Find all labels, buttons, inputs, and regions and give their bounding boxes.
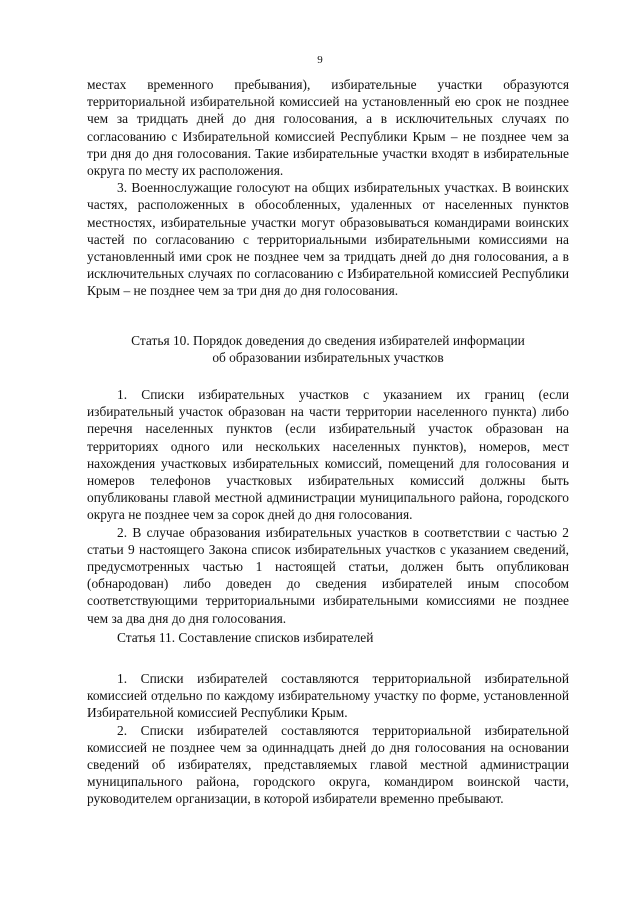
article-11-heading xyxy=(87,629,569,646)
paragraph-continuation: местах временного пребывания), избирательные участки образуются территориальной избирательной комиссией на установленный ею срок не позднее чем за тридцать дней до дня голосования, а в исключительных случаях по согласованию с Избирательной комиссией Республики Крым – не позднее чем за три дня до дня голосования. Такие избирательные участки входят в избирательные округа по месту их расположения. xyxy=(87,77,569,179)
paragraph-3-military: 3. Военнослужащие голосуют на общих избирательных участках. В воинских частях, расположенных в обособленных, удаленных от населенных пунктов местностях, избирательные участки могут образовываться командирами воинских частей по согласованию с территориальными избирательными комиссиями на установленный ими срок не позднее чем за тридцать дней до дня голосования, а в исключительных случаях по согласованию с Избирательной комиссией Республики Крым – не позднее чем за три дня до дня голосования. xyxy=(87,180,569,299)
article-10-body xyxy=(87,386,569,627)
article-10-paragraph-2: 2. В случае образования избирательных участков в соответствии с частью 2 статьи 9 настоящего Закона список избирательных участков с указанием сведений, предусмотренных частью 1 настоящей статьи, должен быть опубликован (обнародован) либо доведен до сведения избирателей иным способом соответствующими территориальными избирательными комиссиями не позднее чем за два дня до дня голосования. xyxy=(87,524,569,626)
article-10-paragraph-1: 1. Списки избирательных участков с указанием их границ (если избирательный участок образован на части территории населенного пункта) либо перечня населенных пунктов (если избирательный участок образован на территориях одного или нескольких населенных пунктов), номеров, мест нахождения участковых избирательных комиссий, помещений для голосования и номеров телефонов участковых избирательных комиссий должны быть опубликованы главой местной администрации муниципального района, городского округа не позднее чем за сорок дней до дня голосования. xyxy=(87,387,569,523)
article-11-title: Статья 11. Составление списков избирателей xyxy=(117,630,374,645)
article-11-body xyxy=(87,670,569,808)
page-number: 9 xyxy=(317,54,323,66)
article-10-title-line2: об образовании избирательных участков xyxy=(212,350,444,366)
top-section xyxy=(87,76,569,300)
article-10-heading xyxy=(87,332,569,366)
article-10-title-line1: Статья 10. Порядок доведения до сведения избирателей информации xyxy=(131,333,525,348)
article-11-paragraph-2: 2. Списки избирателей составляются территориальной избирательной комиссией не позднее чем за одиннадцать дней до дня голосования на основании сведений об избирателях, представляемых главой местной администрации муниципального района, городского округа, командиром воинской части, руководителем организации, в которой избиратели временно пребывают. xyxy=(87,722,569,807)
article-11-paragraph-1: 1. Списки избирателей составляются территориальной избирательной комиссией отдельно по каждому избирательному участку по форме, установленной Избирательной комиссией Республики Крым. xyxy=(87,671,569,721)
